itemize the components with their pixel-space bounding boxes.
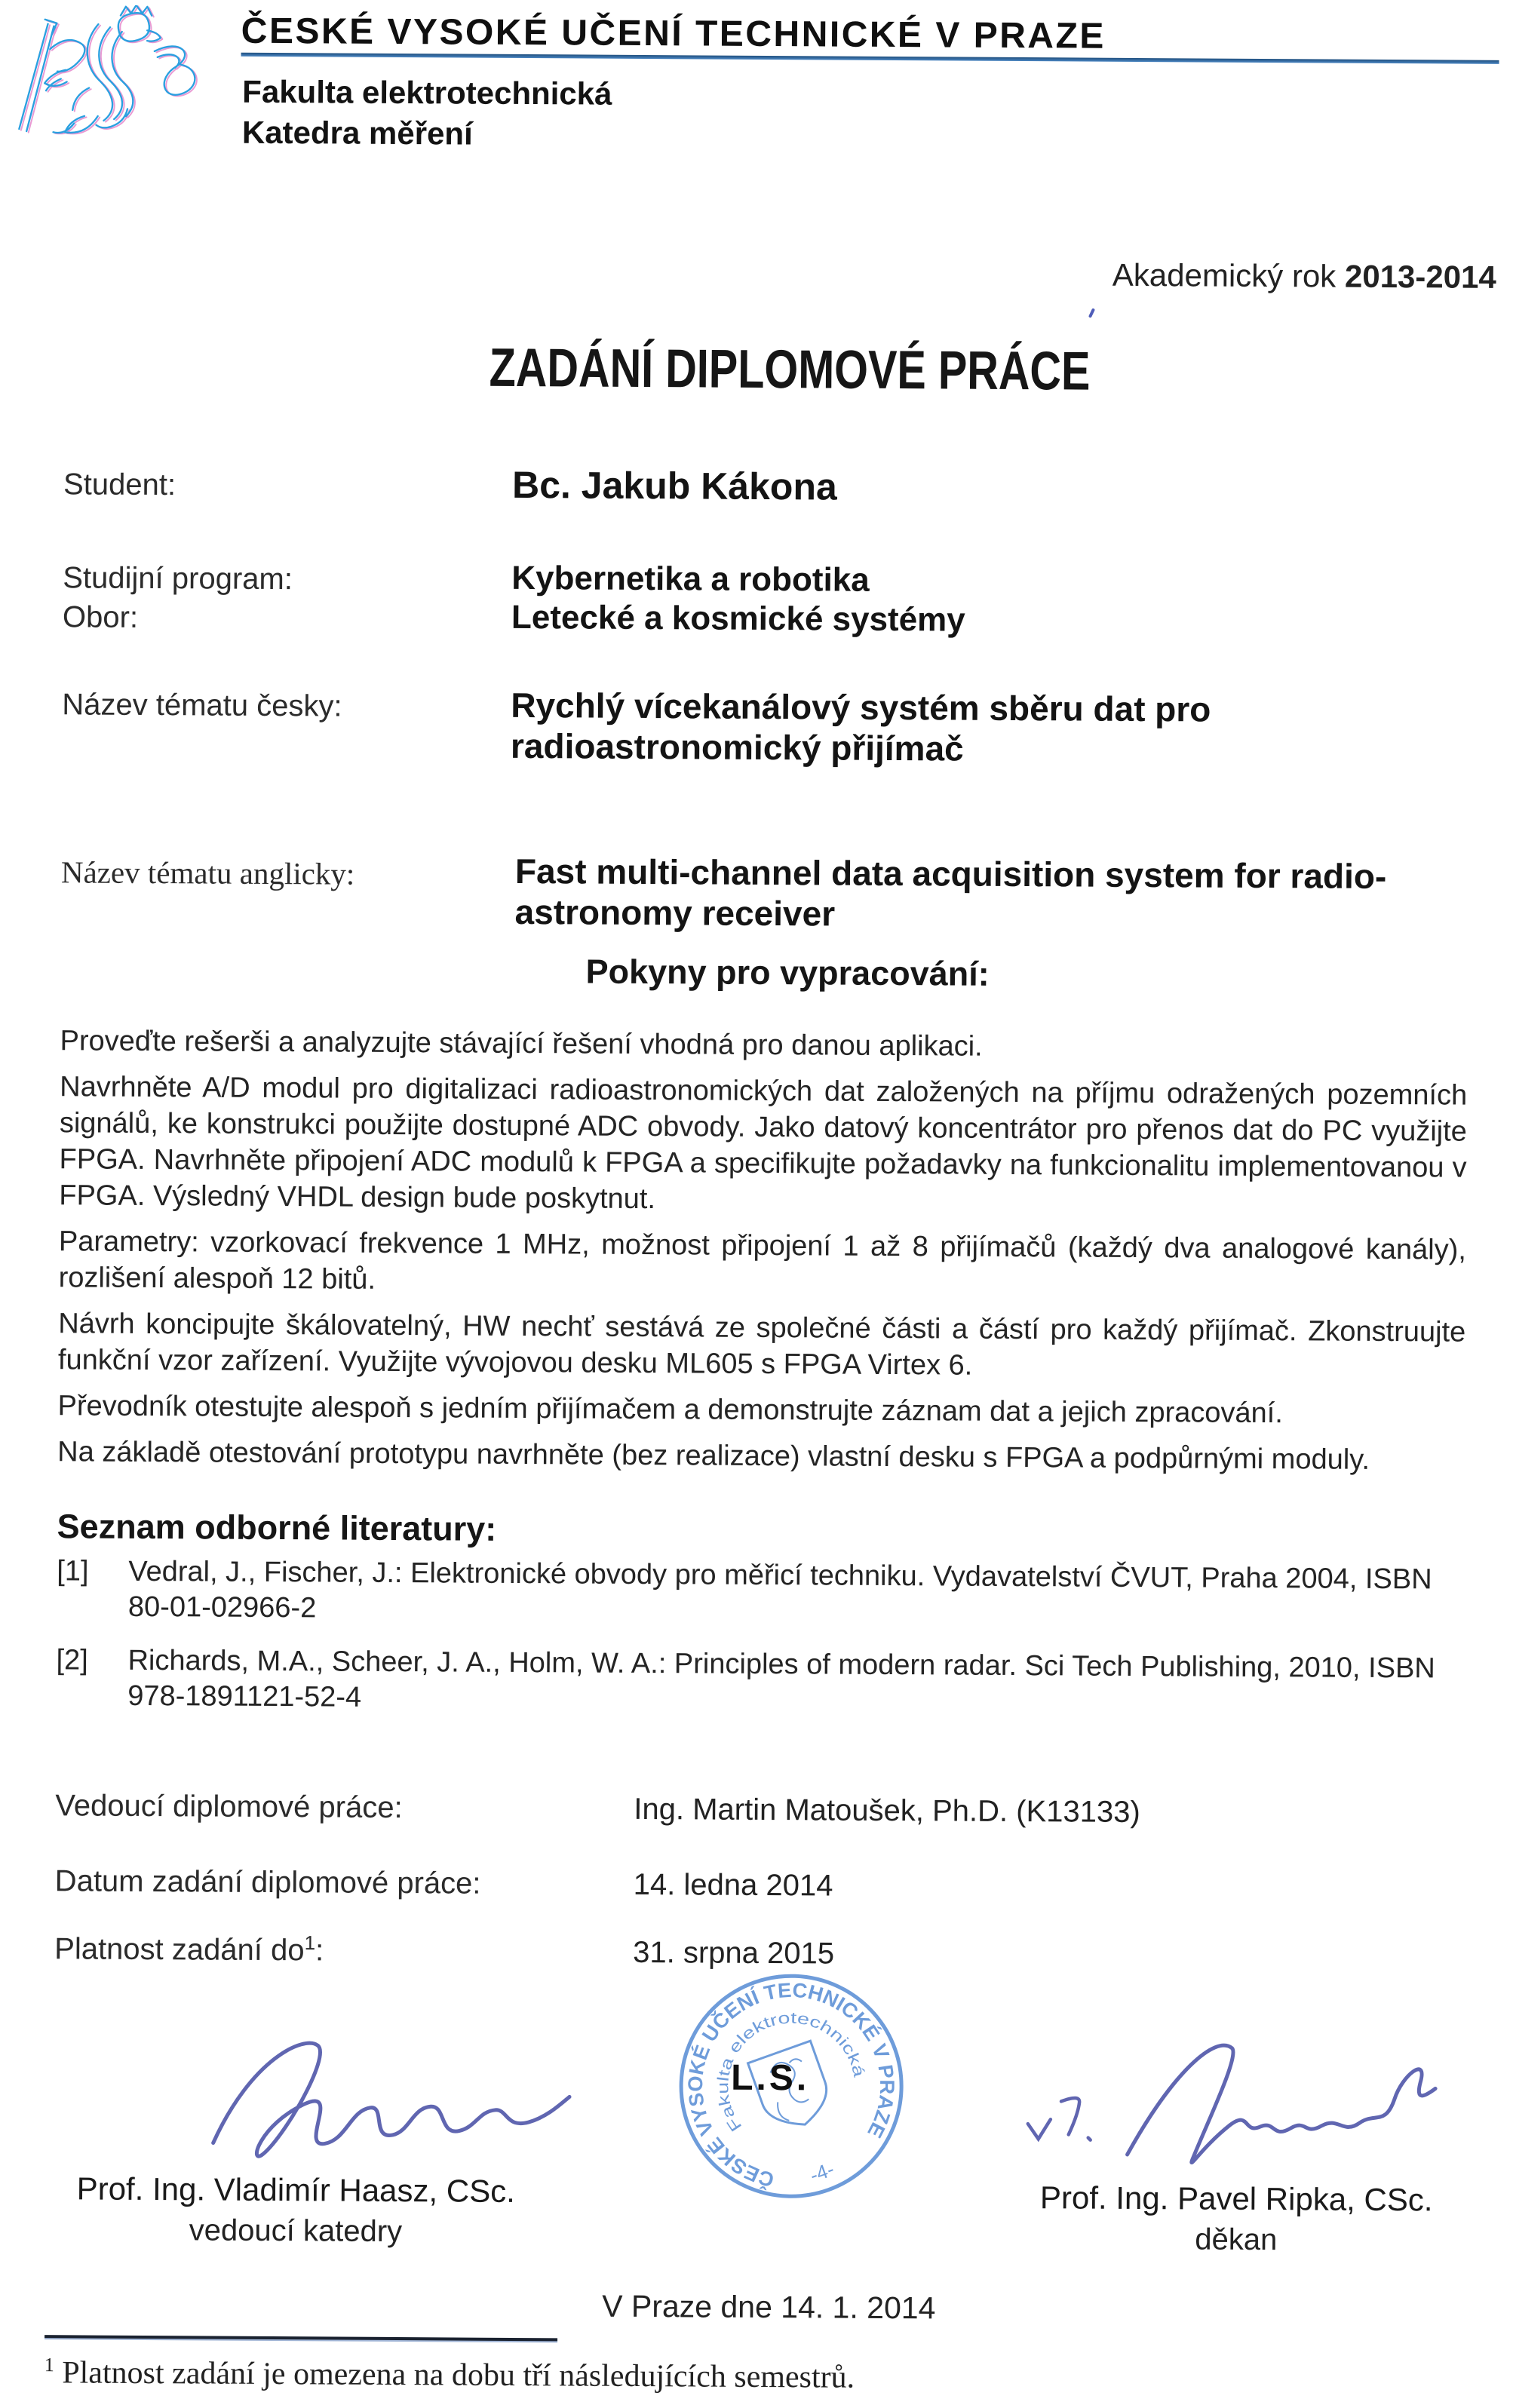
literature-item-text: Richards, M.A., Scheer, J. A., Holm, W. A.: Principles of modern radar. Sci Tech Publishing, 2010, ISBN 978-1891121-52-4 — [127, 1644, 1435, 1713]
instruction-paragraph: Proveďte rešerši a analyzujte stávající řešení vhodná pro danou aplikaci. — [60, 1025, 983, 1063]
topic-czech-value: Rychlý vícekanálový systém sběru dat pro radioastronomický přijímač — [510, 685, 1211, 768]
topic-czech-label: Název tématu česky: — [62, 688, 342, 723]
academic-year — [1112, 257, 1496, 296]
instructions-heading: Pokyny pro vypracování: — [585, 952, 990, 993]
signer-role-right: děkan — [1195, 2222, 1278, 2257]
literature-item — [56, 1643, 1464, 1722]
instruction-paragraph: Návrh koncipujte škálovatelný, HW nechť sestává ze společné části a částí pro každý přijímač. Zkonstruujte funkční vzor zařízení. Využijte vývojovou desku ML605 s FPGA Virtex 6. — [57, 1308, 1466, 1382]
stamp-ring-text: ČESKÉ VYSOKÉ UČENÍ TECHNICKÉ V PRAZE — [683, 1978, 899, 2192]
place-date: V Praze dne 14. 1. 2014 — [602, 2288, 936, 2326]
literature-item-number: [2] — [56, 1644, 88, 1676]
literature-heading: Seznam odborné literatury: — [57, 1507, 497, 1548]
instruction-paragraph: Parametry: vzorkovací frekvence 1 MHz, možnost připojení 1 až 8 přijímačů (každý dva analogové kanály), rozlišení alespoň 12 bitů. — [58, 1225, 1467, 1296]
signer-role-left: vedoucí katedry — [189, 2213, 403, 2249]
signature-haasz — [190, 2028, 583, 2170]
faculty-name: Fakulta elektrotechnická — [242, 73, 612, 112]
university-name: ČESKÉ VYSOKÉ UČENÍ TECHNICKÉ V PRAZE — [241, 11, 1106, 57]
student-label: Student: — [63, 468, 176, 502]
program-label: Studijní program: — [63, 561, 293, 597]
page-title: ZADÁNÍ DIPLOMOVÉ PRÁCE — [489, 337, 1091, 402]
validity-footnote-ref: 1 — [304, 1931, 316, 1955]
assign-date-label: Datum zadání diplomové práce: — [54, 1864, 481, 1900]
signer-name-left: Prof. Ing. Vladimír Haasz, CSc. — [76, 2170, 516, 2209]
validity-value: 31. srpna 2015 — [633, 1935, 835, 1971]
literature-item — [57, 1554, 1465, 1633]
field-label: Obor: — [62, 600, 139, 634]
assign-date-value: 14. ledna 2014 — [633, 1867, 833, 1903]
signer-name-right: Prof. Ing. Pavel Ripka, CSc. — [1039, 2179, 1433, 2218]
signature-ripka — [1014, 2026, 1475, 2183]
stamp-bottom-text: -4- — [806, 2157, 837, 2187]
stamp-inner-text: Fakulta elektrotechnická — [714, 2009, 867, 2135]
topic-english-value: Fast multi-channel data acquisition system for radio-astronomy receiver — [514, 851, 1387, 934]
footnote-number: 1 — [44, 2354, 54, 2376]
academic-year-value: 2013-2014 — [1344, 258, 1496, 295]
program-value: Kybernetika a robotika — [511, 559, 870, 599]
cvut-lion-logo — [5, 5, 198, 136]
instruction-paragraph: Převodník otestujte alespoň s jedním přijímačem a demonstrujte záznam dat a jejich zpracování. — [57, 1390, 1283, 1430]
literature-list — [56, 1554, 1464, 1740]
seal-mark: L.S. — [731, 2057, 810, 2099]
supervisor-label: Vedoucí diplomové práce: — [55, 1789, 403, 1825]
footnote — [44, 2354, 855, 2396]
literature-item-number: [1] — [57, 1555, 89, 1587]
department-name: Katedra měření — [241, 114, 473, 152]
field-value: Letecké a kosmické systémy — [511, 598, 965, 639]
supervisor-value: Ing. Martin Matoušek, Ph.D. (K13133) — [634, 1792, 1140, 1830]
instruction-paragraph: Na základě otestování prototypu navrhněte (bez realizace) vlastní desku s FPGA a podpůrnými moduly. — [57, 1436, 1370, 1476]
footnote-rule — [44, 2335, 557, 2341]
topic-english-label: Název tématu anglicky: — [60, 854, 355, 891]
student-name: Bc. Jakub Kákona — [511, 463, 837, 508]
scan-artifact — [1088, 308, 1095, 317]
instruction-paragraph: Navrhněte A/D modul pro digitalizaci radioastronomických dat založených na příjmu odražených pozemních signálů, ke konstrukci použijte dostupné ADC obvody. Jako datový koncentrátor pro přenos dat do PC využijte FPGA. Navrhněte připojení ADC modulů k FPGA a specifikujte požadavky na funkcionalitu implementovanou v FPGA. Výsledný VHDL design bude poskytnut. — [59, 1071, 1468, 1216]
footnote-text: Platnost zadání je omezena na dobu tří následujících semestrů. — [62, 2355, 855, 2395]
academic-year-label: Akademický rok — [1112, 256, 1337, 294]
literature-item-text: Vedral, J., Fischer, J.: Elektronické obvody pro měřicí techniku. Vydavatelství ČVUT, Praha 2004, ISBN 80-01-02966-2 — [127, 1555, 1432, 1624]
validity-label: Platnost zadání $do^1$: — [54, 1931, 324, 1968]
instructions-paragraphs — [57, 1023, 1468, 1488]
